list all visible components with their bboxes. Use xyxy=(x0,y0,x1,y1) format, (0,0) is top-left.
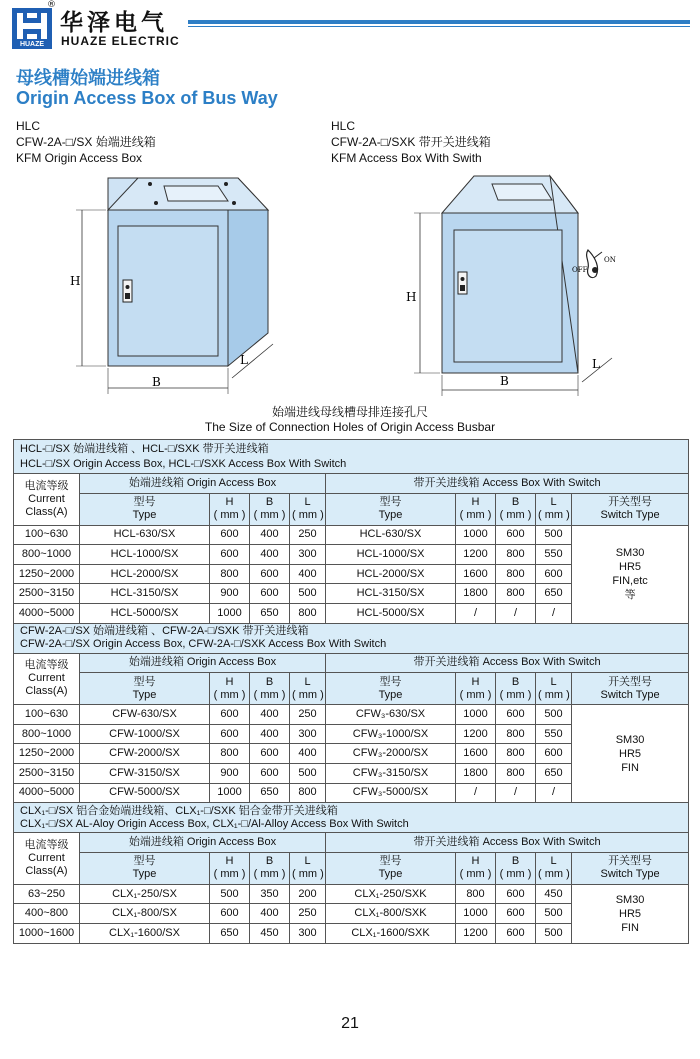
dimension-h-label: H xyxy=(70,274,81,288)
h-header: H ( mm ) xyxy=(456,493,496,525)
h-header: H ( mm ) xyxy=(210,852,250,884)
registered-mark: ® xyxy=(47,0,56,10)
switch-type-cell: SM30 HR5 FIN,etc 等 xyxy=(572,525,689,623)
logo-label: HUAZE xyxy=(12,40,52,49)
section-title-row: CFW-2A-□/SX 始端进线箱 、CFW-2A-□/SXK 带开关进线箱 CFW-2A-□/SX Origin Access Box, CFW-2A-□/SXK Access Box With Switch xyxy=(14,623,689,653)
origin-type-cell: CFW-5000/SX xyxy=(80,783,210,803)
class-header: 电流等级 Current Class(A) xyxy=(14,653,80,705)
switch-box-type-cell: CFW₃-2000/SX xyxy=(326,744,456,764)
switch-type-cell: SM30 HR5 FIN xyxy=(572,884,689,943)
type-header: 型号 Type xyxy=(326,673,456,705)
dimension-h-label-right: H xyxy=(406,290,417,304)
column-header-row xyxy=(14,493,689,525)
origin-h-cell: 600 xyxy=(210,545,250,565)
switch-box-l-cell: 650 xyxy=(536,584,572,604)
group-header-row xyxy=(14,474,689,494)
page-number: 21 xyxy=(341,1015,359,1032)
origin-b-cell: 400 xyxy=(250,724,290,744)
switch-box-b-cell: 600 xyxy=(496,884,536,904)
switch-access-box-figure xyxy=(402,168,617,400)
switch-type-header: 开关型号 Switch Type xyxy=(572,673,689,705)
class-cell: 400~800 xyxy=(14,904,80,924)
column-header-row xyxy=(14,852,689,884)
type-header: 型号 Type xyxy=(80,493,210,525)
origin-h-cell: 650 xyxy=(210,923,250,943)
class-cell: 4000~5000 xyxy=(14,783,80,803)
switch-box-l-cell: / xyxy=(536,783,572,803)
origin-b-cell: 600 xyxy=(250,564,290,584)
switch-box-b-cell: 600 xyxy=(496,525,536,545)
origin-type-cell: HCL-630/SX xyxy=(80,525,210,545)
switch-type-header: 开关型号 Switch Type xyxy=(572,493,689,525)
type-header: 型号 Type xyxy=(326,493,456,525)
class-cell: 800~1000 xyxy=(14,545,80,565)
switch-box-type-cell: HCL-5000/SX xyxy=(326,603,456,623)
origin-type-cell: CLX₁-250/SX xyxy=(80,884,210,904)
switch-box-h-cell: 1000 xyxy=(456,904,496,924)
origin-h-cell: 600 xyxy=(210,525,250,545)
class-header: 电流等级 Current Class(A) xyxy=(14,833,80,885)
switch-box-type-cell: HCL-2000/SX xyxy=(326,564,456,584)
origin-h-cell: 1000 xyxy=(210,603,250,623)
l-header: L ( mm ) xyxy=(290,852,326,884)
switch-box-h-cell: 1600 xyxy=(456,744,496,764)
switch-box-l-cell: / xyxy=(536,603,572,623)
switch-box-l-cell: 500 xyxy=(536,923,572,943)
switch-box-b-cell: 600 xyxy=(496,904,536,924)
origin-type-cell: CFW-3150/SX xyxy=(80,763,210,783)
switch-box-h-cell: 1200 xyxy=(456,724,496,744)
b-header: B ( mm ) xyxy=(250,852,290,884)
l-header: L ( mm ) xyxy=(290,493,326,525)
origin-b-cell: 400 xyxy=(250,705,290,725)
dimension-l-label-right: L xyxy=(592,357,600,371)
origin-b-cell: 400 xyxy=(250,525,290,545)
origin-l-cell: 250 xyxy=(290,904,326,924)
l-header: L ( mm ) xyxy=(290,673,326,705)
switch-box-type-cell: CLX₁-250/SXK xyxy=(326,884,456,904)
origin-type-cell: CLX₁-800/SX xyxy=(80,904,210,924)
origin-access-box-figure xyxy=(68,168,283,398)
type-header: 型号 Type xyxy=(326,852,456,884)
origin-l-cell: 800 xyxy=(290,783,326,803)
page-header xyxy=(0,0,700,54)
origin-type-cell: CLX₁-1600/SX xyxy=(80,923,210,943)
rotary-switch-icon xyxy=(587,250,602,278)
section-title-row: HCL-□/SX 始端进线箱 、HCL-□/SXK 带开关进线箱 HCL-□/SX Origin Access Box, HCL-□/SXK Access Box With Switch xyxy=(14,440,689,474)
origin-b-cell: 650 xyxy=(250,603,290,623)
switch-group-header: 带开关进线箱 Access Box With Switch xyxy=(326,474,689,494)
origin-b-cell: 400 xyxy=(250,545,290,565)
origin-h-cell: 800 xyxy=(210,744,250,764)
h-header: H ( mm ) xyxy=(210,493,250,525)
page-title-en: Origin Access Box of Bus Way xyxy=(16,88,278,108)
switch-box-l-cell: 450 xyxy=(536,884,572,904)
origin-h-cell: 600 xyxy=(210,705,250,725)
switch-box-h-cell: 1000 xyxy=(456,705,496,725)
b-header: B ( mm ) xyxy=(250,673,290,705)
class-cell: 4000~5000 xyxy=(14,603,80,623)
switch-box-l-cell: 500 xyxy=(536,705,572,725)
l-header: L ( mm ) xyxy=(536,673,572,705)
switch-box-b-cell: / xyxy=(496,603,536,623)
switch-box-b-cell: 600 xyxy=(496,923,536,943)
l-header: L ( mm ) xyxy=(536,852,572,884)
switch-box-l-cell: 500 xyxy=(536,525,572,545)
switch-box-h-cell: 1200 xyxy=(456,545,496,565)
switch-box-b-cell: 800 xyxy=(496,724,536,744)
switch-type-cell: SM30 HR5 FIN xyxy=(572,705,689,803)
origin-h-cell: 900 xyxy=(210,584,250,604)
origin-b-cell: 650 xyxy=(250,783,290,803)
b-header: B ( mm ) xyxy=(250,493,290,525)
switch-box-type-cell: CLX₁-800/SXK xyxy=(326,904,456,924)
switch-box-b-cell: 800 xyxy=(496,564,536,584)
switch-box-l-cell: 600 xyxy=(536,744,572,764)
class-cell: 1000~1600 xyxy=(14,923,80,943)
switch-box-h-cell: 1000 xyxy=(456,525,496,545)
type-header: 型号 Type xyxy=(80,673,210,705)
brand-name-en: HUAZE ELECTRIC xyxy=(61,34,180,48)
brand-name-cn: 华泽电气 xyxy=(60,10,168,36)
class-cell: 800~1000 xyxy=(14,724,80,744)
origin-l-cell: 500 xyxy=(290,763,326,783)
switch-box-b-cell: / xyxy=(496,783,536,803)
origin-group-header: 始端进线箱 Origin Access Box xyxy=(80,653,326,673)
origin-group-header: 始端进线箱 Origin Access Box xyxy=(80,833,326,853)
class-cell: 100~630 xyxy=(14,525,80,545)
switch-box-type-cell: HCL-1000/SX xyxy=(326,545,456,565)
model-label-right: HLC CFW-2A-□/SXK 带开关进线箱 KFM Access Box With Swith xyxy=(331,119,491,165)
origin-type-cell: HCL-2000/SX xyxy=(80,564,210,584)
switch-box-l-cell: 550 xyxy=(536,545,572,565)
switch-box-type-cell: CFW₃-630/SX xyxy=(326,705,456,725)
origin-type-cell: HCL-1000/SX xyxy=(80,545,210,565)
class-cell: 1250~2000 xyxy=(14,744,80,764)
switch-box-l-cell: 550 xyxy=(536,724,572,744)
origin-h-cell: 900 xyxy=(210,763,250,783)
page-title-cn: 母线槽始端进线箱 xyxy=(16,68,160,89)
switch-box-type-cell: CLX₁-1600/SXK xyxy=(326,923,456,943)
switch-box-type-cell: HCL-630/SX xyxy=(326,525,456,545)
h-header: H ( mm ) xyxy=(456,673,496,705)
dimension-b-label-right: B xyxy=(500,374,509,388)
table-row xyxy=(14,525,689,545)
switch-box-b-cell: 600 xyxy=(496,705,536,725)
switch-box-b-cell: 800 xyxy=(496,584,536,604)
switch-box-h-cell: / xyxy=(456,783,496,803)
l-header: L ( mm ) xyxy=(536,493,572,525)
switch-type-header: 开关型号 Switch Type xyxy=(572,852,689,884)
switch-group-header: 带开关进线箱 Access Box With Switch xyxy=(326,833,689,853)
class-cell: 1250~2000 xyxy=(14,564,80,584)
header-rule xyxy=(188,20,690,24)
origin-l-cell: 300 xyxy=(290,923,326,943)
switch-box-h-cell: / xyxy=(456,603,496,623)
origin-h-cell: 600 xyxy=(210,904,250,924)
dimension-b-label: B xyxy=(152,375,161,389)
origin-b-cell: 600 xyxy=(250,763,290,783)
b-header: B ( mm ) xyxy=(496,852,536,884)
switch-box-h-cell: 1800 xyxy=(456,584,496,604)
origin-b-cell: 600 xyxy=(250,744,290,764)
class-cell: 2500~3150 xyxy=(14,584,80,604)
group-header-row xyxy=(14,833,689,853)
class-cell: 63~250 xyxy=(14,884,80,904)
switch-box-type-cell: CFW₃-5000/SX xyxy=(326,783,456,803)
switch-box-h-cell: 1600 xyxy=(456,564,496,584)
origin-l-cell: 300 xyxy=(290,545,326,565)
class-cell: 100~630 xyxy=(14,705,80,725)
origin-l-cell: 800 xyxy=(290,603,326,623)
origin-l-cell: 300 xyxy=(290,724,326,744)
switch-box-h-cell: 1200 xyxy=(456,923,496,943)
origin-l-cell: 400 xyxy=(290,744,326,764)
section-title-row: CLX₁-□/SX 铝合金始端进线箱、CLX₁-□/SXK 铝合金带开关进线箱 CLX₁-□/SX AL-Aloy Origin Access Box, CLX₁-□/Al-Alloy Access Box With Switch xyxy=(14,803,689,833)
origin-b-cell: 350 xyxy=(250,884,290,904)
switch-box-type-cell: CFW₃-1000/SX xyxy=(326,724,456,744)
origin-b-cell: 600 xyxy=(250,584,290,604)
dimension-l-label: L xyxy=(240,353,248,367)
origin-type-cell: CFW-630/SX xyxy=(80,705,210,725)
origin-b-cell: 450 xyxy=(250,923,290,943)
caption-cn: 始端进线母线槽母排连接孔尺 xyxy=(271,405,428,419)
switch-box-b-cell: 800 xyxy=(496,744,536,764)
origin-l-cell: 250 xyxy=(290,525,326,545)
origin-type-cell: CFW-2000/SX xyxy=(80,744,210,764)
switch-box-h-cell: 1800 xyxy=(456,763,496,783)
origin-l-cell: 250 xyxy=(290,705,326,725)
table-row xyxy=(14,705,689,725)
h-header: H ( mm ) xyxy=(456,852,496,884)
switch-box-h-cell: 800 xyxy=(456,884,496,904)
switch-group-header: 带开关进线箱 Access Box With Switch xyxy=(326,653,689,673)
origin-b-cell: 400 xyxy=(250,904,290,924)
switch-off-label: OFF xyxy=(572,266,588,274)
table-row xyxy=(14,884,689,904)
origin-group-header: 始端进线箱 Origin Access Box xyxy=(80,474,326,494)
origin-type-cell: CFW-1000/SX xyxy=(80,724,210,744)
switch-box-b-cell: 800 xyxy=(496,545,536,565)
switch-box-type-cell: CFW₃-3150/SX xyxy=(326,763,456,783)
origin-h-cell: 800 xyxy=(210,564,250,584)
origin-l-cell: 200 xyxy=(290,884,326,904)
origin-type-cell: HCL-5000/SX xyxy=(80,603,210,623)
model-label-left: HLC CFW-2A-□/SX 始端进线箱 KFM Origin Access Box xyxy=(16,119,156,165)
b-header: B ( mm ) xyxy=(496,493,536,525)
type-header: 型号 Type xyxy=(80,852,210,884)
column-header-row xyxy=(14,673,689,705)
origin-h-cell: 1000 xyxy=(210,783,250,803)
origin-type-cell: HCL-3150/SX xyxy=(80,584,210,604)
origin-h-cell: 500 xyxy=(210,884,250,904)
group-header-row xyxy=(14,653,689,673)
origin-l-cell: 500 xyxy=(290,584,326,604)
header-rule-thin xyxy=(188,26,690,27)
class-header: 电流等级 Current Class(A) xyxy=(14,474,80,526)
caption-en: The Size of Connection Holes of Origin Access Busbar xyxy=(204,420,496,434)
switch-box-l-cell: 650 xyxy=(536,763,572,783)
origin-h-cell: 600 xyxy=(210,724,250,744)
switch-box-l-cell: 500 xyxy=(536,904,572,924)
switch-box-type-cell: HCL-3150/SX xyxy=(326,584,456,604)
origin-l-cell: 400 xyxy=(290,564,326,584)
spec-table xyxy=(13,439,689,944)
switch-box-l-cell: 600 xyxy=(536,564,572,584)
switch-on-label: ON xyxy=(604,256,616,264)
class-cell: 2500~3150 xyxy=(14,763,80,783)
h-header: H ( mm ) xyxy=(210,673,250,705)
b-header: B ( mm ) xyxy=(496,673,536,705)
switch-box-b-cell: 800 xyxy=(496,763,536,783)
